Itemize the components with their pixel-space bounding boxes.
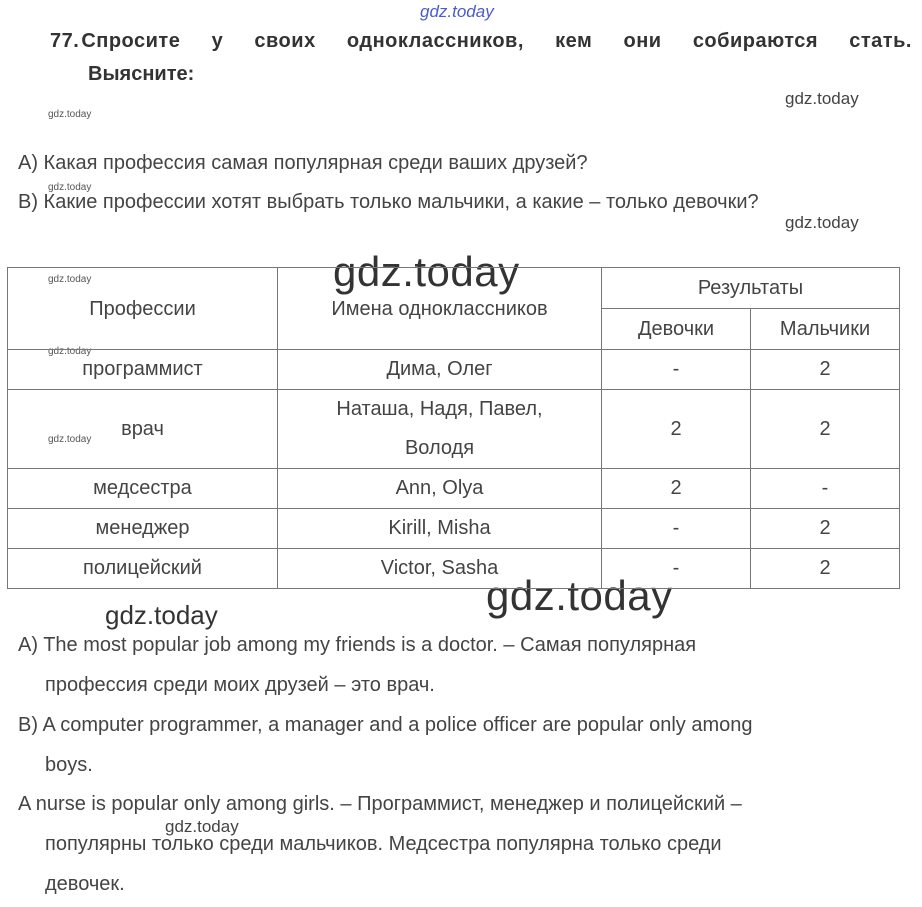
task-word: одноклассников, [346,30,524,52]
table-row [8,509,900,549]
cell-girls: 2 [602,390,751,469]
cell-names-line: Наташа, Надя, Павел, [336,398,543,420]
watermark: gdz.today [48,109,92,120]
header-boys: Мальчики [751,309,900,350]
task-word: собираются [692,30,819,52]
cell-boys: 2 [751,509,900,549]
results-table [7,267,900,589]
question-a: A) Какая профессия самая популярная среди ваших друзей? [18,152,588,174]
answer-b-line-2: boys. [45,754,93,776]
cell-profession: полицейский [8,549,278,589]
header-names: Имена одноклассников [278,268,602,350]
cell-girls: - [602,350,751,390]
cell-names-line: Володя [404,437,475,459]
task-number: 77. [50,30,80,52]
cell-girls: - [602,509,751,549]
table-header-row [8,268,900,309]
cell-profession: менеджер [8,509,278,549]
cell-names [278,390,602,469]
cell-girls: 2 [602,469,751,509]
header-results: Результаты [602,268,900,309]
cell-boys: 2 [751,390,900,469]
watermark-large: gdz.today [333,248,520,295]
watermark-top: gdz.today [420,2,494,21]
watermark: gdz.today [48,434,92,445]
answer-c-line-3: девочек. [45,873,125,895]
cell-girls: - [602,549,751,589]
task-line-2: Выясните: [88,63,195,85]
task-word: Спросите [81,30,181,52]
table-row [8,390,900,469]
task-line-1 [50,30,912,53]
answer-a-line-1: A) The most popular job among my friends is a doctor. – Самая популярная [18,634,697,656]
cell-names: Victor, Sasha [278,549,602,589]
watermark: gdz.today [785,89,859,108]
table-row [8,549,900,589]
watermark-large: gdz.today [486,572,673,619]
table-row [8,350,900,390]
task-word: стать. [849,30,912,52]
cell-boys: - [751,469,900,509]
watermark: gdz.today [48,346,92,357]
watermark: gdz.today [165,817,239,836]
question-b: B) Какие профессии хотят выбрать только мальчики, а какие – только девочки? [18,191,759,213]
task-number-and-first-word [50,30,180,53]
cell-boys: 2 [751,549,900,589]
cell-profession: врач [8,390,278,469]
task-word: своих [254,30,316,52]
cell-names: Kirill, Misha [278,509,602,549]
cell-boys: 2 [751,350,900,390]
cell-names: Дима, Олег [278,350,602,390]
header-professions: Профессии [8,268,278,350]
answer-c-line-1: A nurse is popular only among girls. – Программист, менеджер и полицейский – [18,793,742,815]
answer-a-line-2: профессия среди моих друзей – это врач. [45,674,435,696]
cell-profession: программист [8,350,278,390]
header-girls: Девочки [602,309,751,350]
watermark: gdz.today [105,600,218,630]
task-word: кем [555,30,593,52]
watermark: gdz.today [48,274,92,285]
task-word: у [211,30,224,52]
watermark: gdz.today [785,213,859,232]
cell-names: Ann, Olya [278,469,602,509]
answer-b-line-1: B) A computer programmer, a manager and a police officer are popular only among [18,714,753,736]
answer-a [18,625,910,705]
answer-b [18,705,910,785]
answer-c [18,784,910,904]
task-word: они [623,30,662,52]
task-heading [50,30,912,86]
watermark: gdz.today [48,182,92,193]
answer-c-line-2: популярны только среди мальчиков. Медсестра популярна только среди [45,833,722,855]
cell-profession: медсестра [8,469,278,509]
table-row [8,469,900,509]
